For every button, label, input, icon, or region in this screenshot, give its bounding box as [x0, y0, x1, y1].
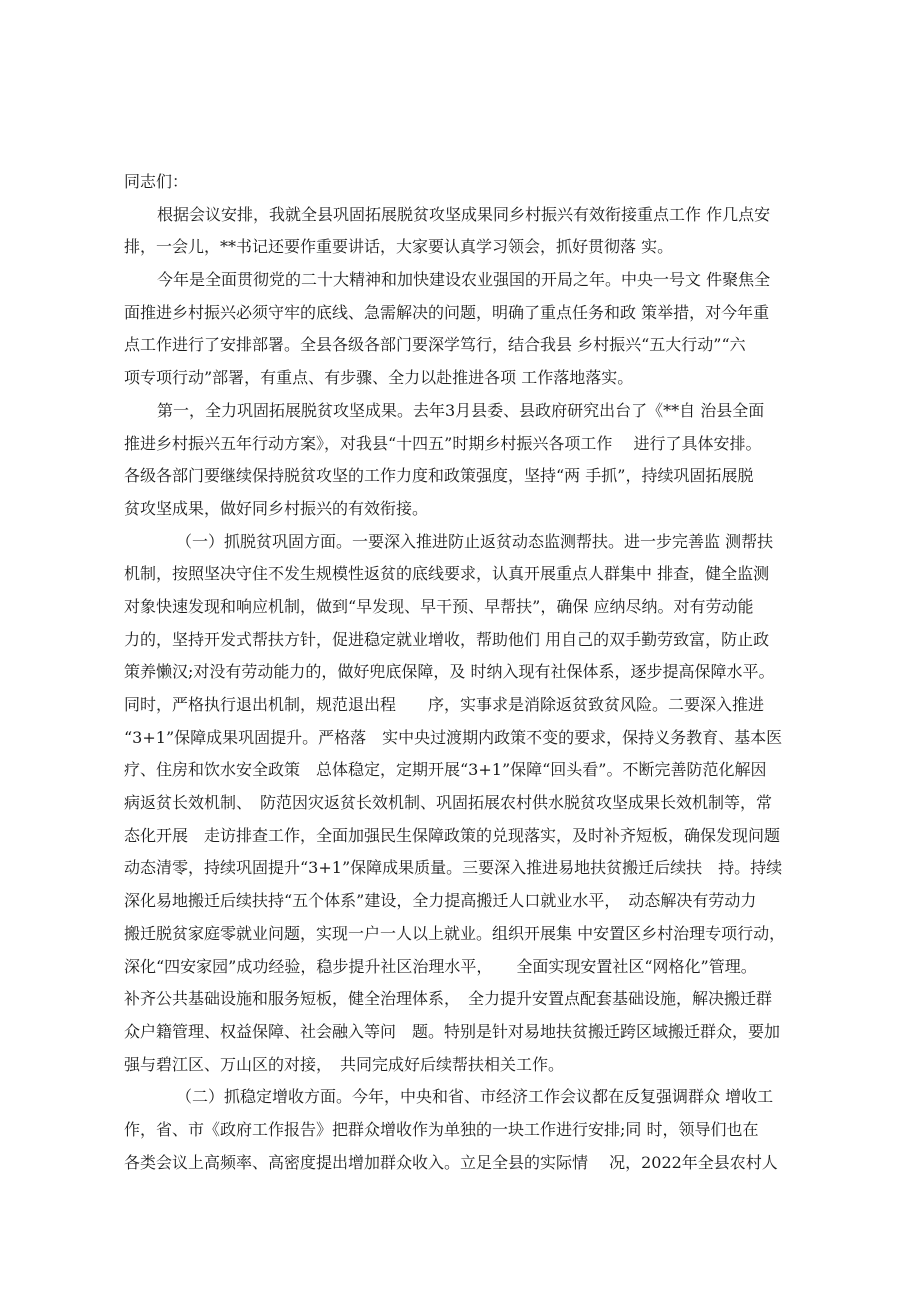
text-line: 贫攻坚成果，做好同乡村振兴的有效衔接。	[124, 498, 429, 518]
text-line: 众户籍管理、权益保障、社会融入等问 题。特别是针对易地扶贫搬迁跨区域搬迁群众，要加	[124, 1021, 781, 1041]
text-line: 深化“四安家园”成功经验，稳步提升社区治理水平， 全面实现安置社区“网格化”管理。	[124, 956, 757, 976]
text-line: 深化易地搬迁后续扶持“五个体系”建设，全力提高搬迁人口就业水平， 动态解决有劳动力	[124, 891, 757, 911]
text-line: （二）抓稳定增收方面。今年，中央和省、市经济工作会议都在反复强调群众 增收工	[176, 1087, 774, 1107]
text-line: 点工作进行了安排部署。全县各级各部门要深学笃行，结合我县 乡村振兴“五大行动”“六	[124, 335, 746, 355]
text-line: 面推进乡村振兴必须守牢的底线、急需解决的问题，明确了重点任务和政 策举措，对今年重	[124, 302, 770, 322]
text-line: （一）抓脱贫巩固方面。一要深入推进防止返贫动态监测帮扶。进一步完善监 测帮扶	[176, 531, 774, 551]
text-line: 项专项行动”部署，有重点、有步骤、全力以赴推进各项 工作落地落实。	[124, 368, 634, 388]
text-line: 态化开展 走访排查工作，全面加强民生保障政策的兑现落实，及时补齐短板，确保发现问题	[124, 825, 781, 845]
text-line: 强与碧江区、万山区的对接， 共同完成好后续帮扶相关工作。	[124, 1054, 565, 1074]
text-line: 搬迁脱贫家庭零就业问题，实现一户一人以上就业。组织开展集 中安置区乡村治理专项行动，	[124, 923, 786, 943]
text-line: 排，一会儿，**书记还要作重要讲话，大家要认真学习领会，抓好贯彻落 实。	[124, 237, 674, 257]
text-line: 今年是全面贯彻党的二十大精神和加快建设农业强国的开局之年。中央一号文 件聚焦全	[157, 270, 771, 290]
text-line: 机制，按照坚决守住不发生规模性返贫的底线要求，认真开展重点人群集中 排查，健全监测	[124, 564, 770, 584]
document-body	[124, 166, 820, 1179]
text-line: “3+1”保障成果巩固提升。严格落 实中央过渡期内政策不变的要求，保持义务教育、基本医	[124, 727, 783, 747]
text-line: 根据会议安排，我就全县巩固拓展脱贫攻坚成果同乡村振兴有效衔接重点工作 作几点安	[157, 204, 771, 224]
text-line: 病返贫长效机制、 防范因灾返贫长效机制、巩固拓展农村供水脱贫攻坚成果长效机制等，常	[124, 793, 773, 813]
text-line: 各级各部门要继续保持脱贫攻坚的工作力度和政策强度，坚持“两 手抓”，持续巩固拓展脱	[124, 466, 754, 486]
text-line: 同志们：	[124, 172, 189, 191]
text-line: 作，省、市《政府工作报告》把群众增收作为单独的一块工作进行安排;同 时，领导们也在	[124, 1119, 759, 1139]
text-line: 各类会议上高频率、高密度提出增加群众收入。立足全县的实际情 况，2022年全县农村人	[124, 1152, 778, 1172]
text-line: 动态清零，持续巩固提升“3+1”保障成果质量。三要深入推进易地扶贫搬迁后续扶 持。持续	[124, 858, 783, 878]
text-line: 第一，全力巩固拓展脱贫攻坚成果。去年3月县委、县政府研究出台了《**自 治县全面	[157, 400, 765, 420]
text-line: 疗、住房和饮水安全政策 总体稳定，定期开展“3+1”保障“回头看”。不断完善防范化解因	[124, 760, 767, 780]
text-line: 策养懒汉;对没有劳动能力的，做好兜底保障，及 时纳入现有社保体系，逐步提高保障水平。	[124, 662, 775, 682]
text-line: 补齐公共基础设施和服务短板，健全治理体系， 全力提升安置点配套基础设施，解决搬迁群	[124, 989, 773, 1009]
text-line: 力的，坚持开发式帮扶方针，促进稳定就业增收，帮助他们 用自己的双手勤劳致富，防止政	[124, 629, 770, 649]
text-line: 对象快速发现和响应机制，做到“早发现、早干预、早帮扶”，确保 应纳尽纳。对有劳动能	[124, 596, 754, 616]
text-line: 推进乡村振兴五年行动方案》，对我县“十四五”时期乡村振兴各项工作 进行了具体安排。	[124, 433, 762, 453]
text-line: 同时，严格执行退出机制，规范退出程 序，实事求是消除返贫致贫风险。二要深入推进	[124, 695, 765, 714]
